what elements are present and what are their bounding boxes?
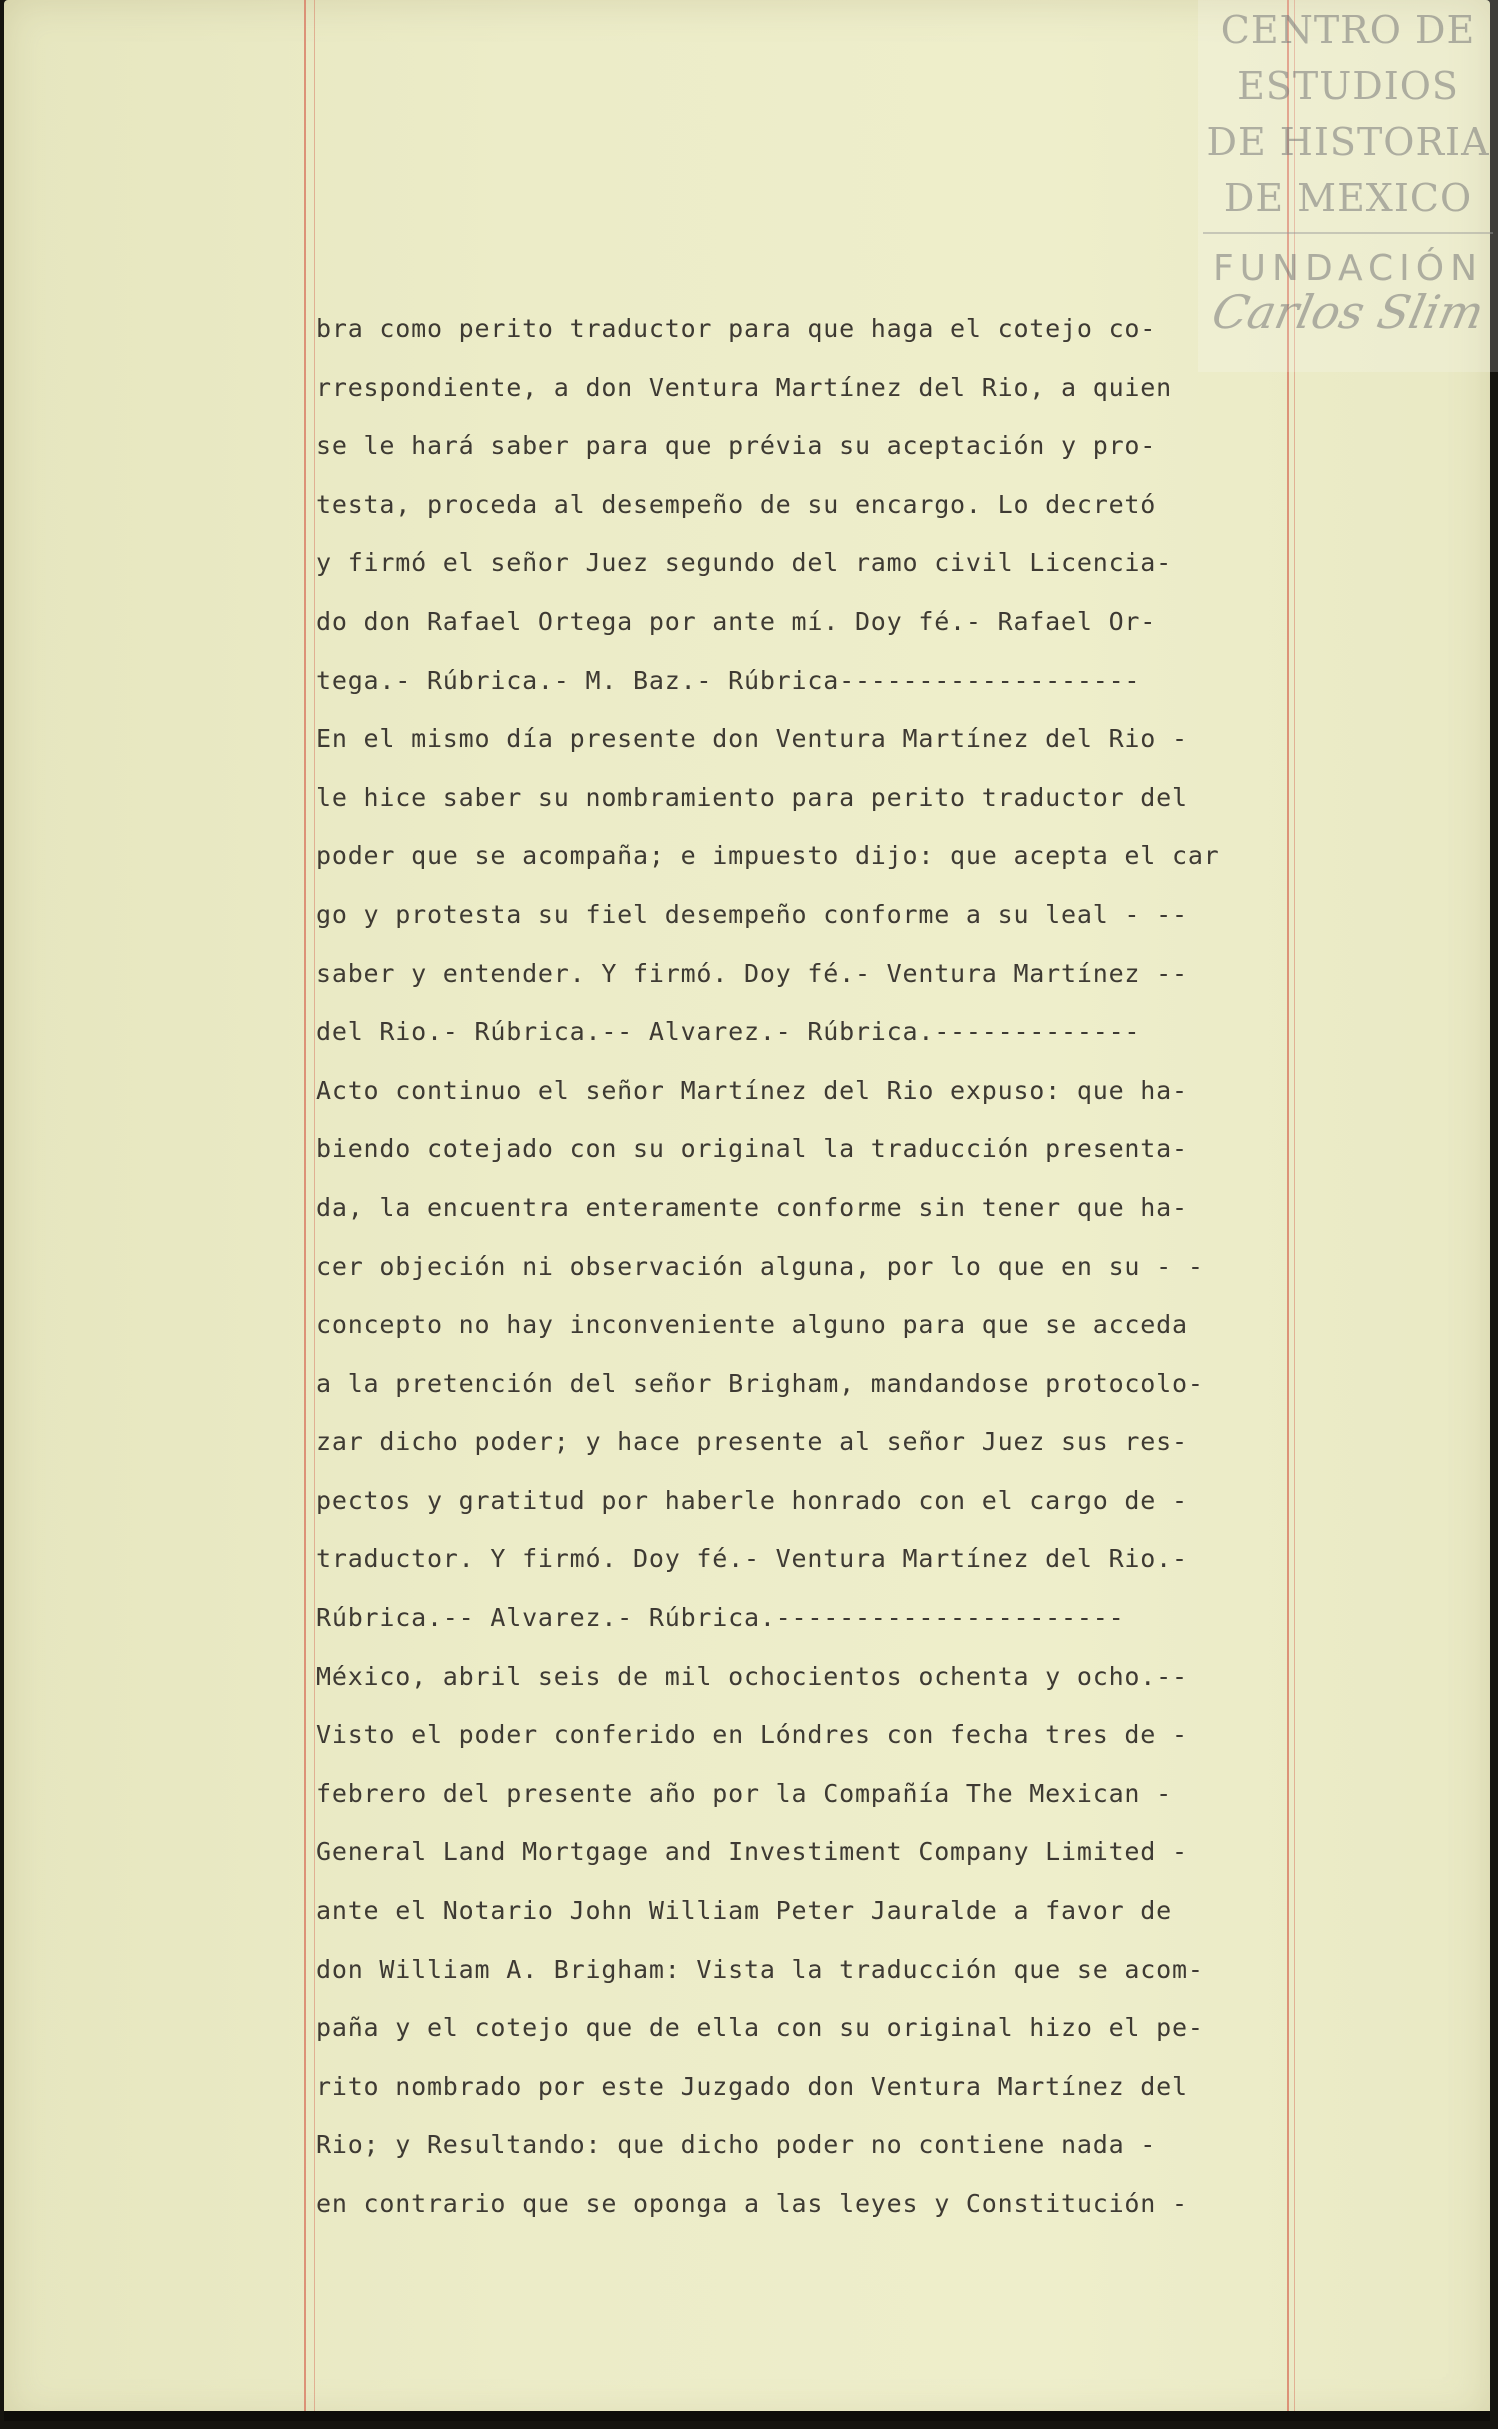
text-line: biendo cotejado con su original la traducción presenta- — [316, 1134, 1188, 1164]
text-line: Rúbrica.-- Alvarez.- Rúbrica.---------------------- — [316, 1603, 1125, 1633]
text-line: cer objeción ni observación alguna, por lo que en su - - — [316, 1251, 1204, 1281]
watermark-divider — [1203, 232, 1493, 234]
text-line: ante el Notario John William Peter Jauralde a favor de — [316, 1896, 1172, 1926]
text-line: do don Rafael Ortega por ante mí. Doy fé.- Rafael Or- — [316, 606, 1157, 636]
watermark-foundation: FUNDACIÓN — [1212, 248, 1484, 289]
text-line: tega.- Rúbrica.- M. Baz.- Rúbrica------------------- — [316, 665, 1141, 695]
text-line: da, la encuentra enteramente conforme sin tener que ha- — [316, 1192, 1188, 1222]
text-line: Acto continuo el señor Martínez del Rio expuso: que ha- — [316, 1075, 1188, 1105]
text-line: Rio; y Resultando: que dicho poder no contiene nada - — [316, 2130, 1157, 2160]
text-line: se le hará saber para que prévia su aceptación y pro- — [316, 431, 1157, 461]
text-line: poder que se acompaña; e impuesto dijo: que acepta el car — [316, 841, 1220, 871]
text-line: febrero del presente año por la Compañía The Mexican - — [316, 1778, 1172, 1808]
text-line: rrespondiente, a don Ventura Martínez del Rio, a quien — [316, 372, 1172, 402]
page-bottom-edge — [4, 2411, 1490, 2421]
text-line: traductor. Y firmó. Doy fé.- Ventura Martínez del Rio.- — [316, 1544, 1188, 1574]
text-line: En el mismo día presente don Ventura Martínez del Rio - — [316, 724, 1188, 754]
text-line: saber y entender. Y firmó. Doy fé.- Ventura Martínez -- — [316, 958, 1188, 988]
text-line: paña y el cotejo que de ella con su original hizo el pe- — [316, 2013, 1204, 2043]
left-margin-line — [304, 0, 306, 2421]
watermark-line-2: ESTUDIOS — [1237, 64, 1459, 108]
text-line: General Land Mortgage and Investiment Company Limited - — [316, 1837, 1188, 1867]
left-margin-line-inner — [314, 0, 315, 2421]
text-line: testa, proceda al desempeño de su encargo. Lo decretó — [316, 489, 1157, 519]
text-line: rito nombrado por este Juzgado don Ventura Martínez del — [316, 2071, 1188, 2101]
text-line: le hice saber su nombramiento para perito traductor del — [316, 782, 1188, 812]
text-line: en contrario que se oponga a las leyes y Constitución - — [316, 2189, 1188, 2218]
archive-watermark — [1198, 0, 1498, 372]
watermark-signature: Carlos Slim — [1207, 285, 1489, 339]
text-line: don William A. Brigham: Vista la traducción que se acom- — [316, 1954, 1204, 1984]
text-line: bra como perito traductor para que haga el cotejo co- — [316, 314, 1157, 343]
text-line: pectos y gratitud por haberle honrado con el cargo de - — [316, 1485, 1188, 1515]
text-line: zar dicho poder; y hace presente al señor Juez sus res- — [316, 1427, 1188, 1457]
text-line: México, abril seis de mil ochocientos ochenta y ocho.-- — [316, 1661, 1188, 1691]
text-line: go y protesta su fiel desempeño conforme a su leal - -- — [316, 899, 1188, 929]
text-line: Visto el poder conferido en Lóndres con fecha tres de - — [316, 1720, 1188, 1750]
text-line: concepto no hay inconveniente alguno para que se acceda — [316, 1310, 1188, 1340]
watermark-line-1: CENTRO DE — [1220, 8, 1476, 52]
watermark-line-4: DE MEXICO — [1223, 176, 1473, 220]
watermark-line-3: DE HISTORIA — [1206, 120, 1490, 164]
text-line: del Rio.- Rúbrica.-- Alvarez.- Rúbrica.------------- — [316, 1017, 1141, 1047]
typed-text-body — [316, 300, 1336, 2234]
text-line: y firmó el señor Juez segundo del ramo civil Licencia- — [316, 548, 1172, 578]
text-line: a la pretención del señor Brigham, mandandose protocolo- — [316, 1368, 1204, 1398]
